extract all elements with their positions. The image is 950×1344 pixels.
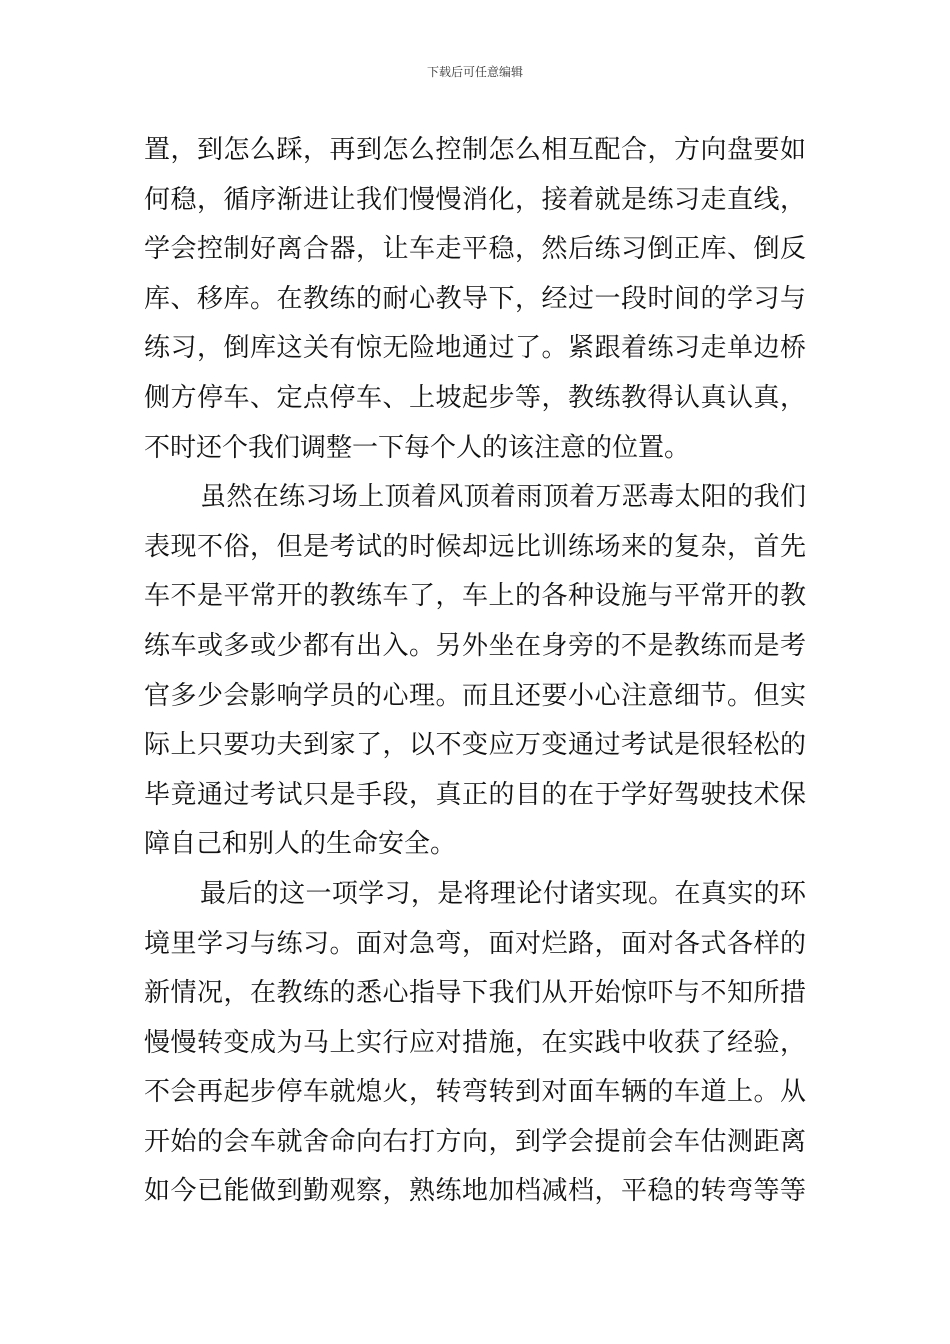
paragraph-first-line: 最后的这一项学习，是将理论付诸实现。在真实的环 <box>200 878 806 909</box>
page-header: 下载后可任意编辑 <box>426 65 523 79</box>
text-line: 何稳，循序渐进让我们慢慢消化，接着就是练习走直线， <box>144 184 806 215</box>
text-line: 学会控制好离合器，让车走平稳，然后练习倒正库、倒反 <box>144 234 806 265</box>
text-line: 表现不俗，但是考试的时候却远比训练场来的复杂，首先 <box>144 531 806 562</box>
paragraph-end-line: 不时还个我们调整一下每个人的该注意的位置。 <box>144 432 691 463</box>
text-line: 置，到怎么踩，再到怎么控制怎么相互配合，方向盘要如 <box>144 135 806 165</box>
text-line: 新情况，在教练的悉心指导下我们从开始惊吓与不知所措 <box>144 978 806 1009</box>
document-body <box>144 126 806 1217</box>
text-line: 侧方停车、定点停车、上坡起步等，教练教得认真认真， <box>144 382 806 413</box>
text-line: 境里学习与练习。面对急弯，面对烂路，面对各式各样的 <box>144 928 806 959</box>
text-line: 练习，倒库这关有惊无险地通过了。紧跟着练习走单边桥 <box>144 333 806 364</box>
text-line: 不会再起步停车就熄火，转弯转到对面车辆的车道上。从 <box>144 1077 806 1108</box>
text-line: 慢慢转变成为马上实行应对措施，在实践中收获了经验， <box>144 1027 806 1058</box>
text-line: 练车或多或少都有出入。另外坐在身旁的不是教练而是考 <box>144 630 806 661</box>
text-line: 官多少会影响学员的心理。而且还要小心注意细节。但实 <box>144 680 806 711</box>
text-line: 毕竟通过考试只是手段，真正的目的在于学好驾驶技术保 <box>144 779 806 810</box>
paragraph-first-line: 虽然在练习场上顶着风顶着雨顶着万恶毒太阳的我们 <box>200 482 806 513</box>
text-line: 际上只要功夫到家了，以不变应万变通过考试是很轻松的 <box>144 730 806 761</box>
text-line: 如今已能做到勤观察，熟练地加档减档，平稳的转弯等等 <box>144 1176 806 1207</box>
paragraph-end-line: 障自己和别人的生命安全。 <box>144 829 457 860</box>
text-line: 车不是平常开的教练车了，车上的各种设施与平常开的教 <box>144 581 806 612</box>
text-line: 开始的会车就舍命向右打方向，到学会提前会车估测距离 <box>144 1126 806 1157</box>
text-line: 库、移库。在教练的耐心教导下，经过一段时间的学习与 <box>144 283 806 314</box>
